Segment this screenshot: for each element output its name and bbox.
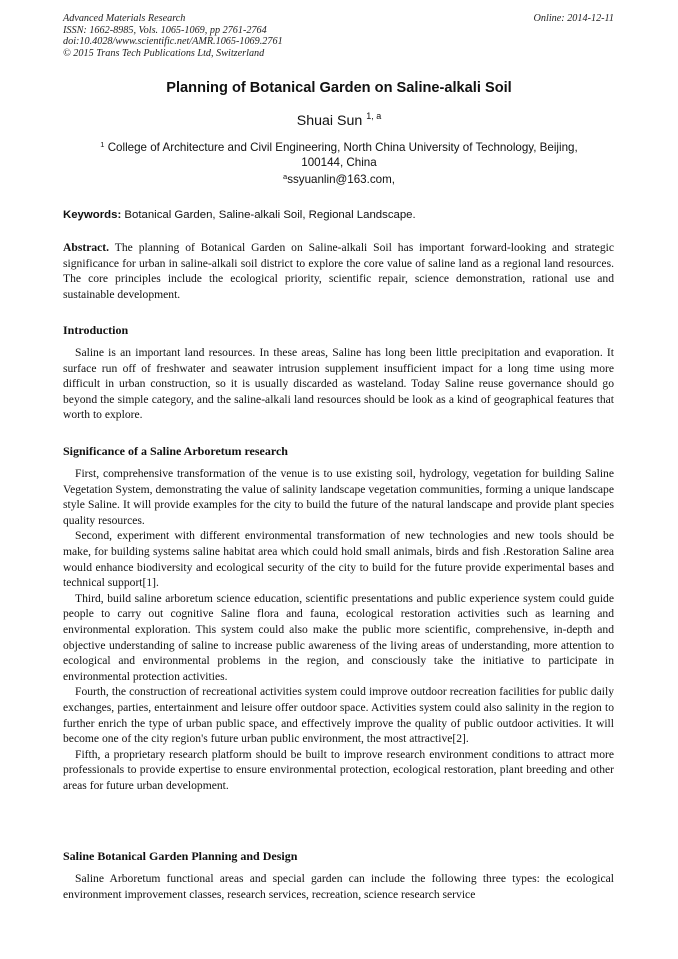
paper-title: Planning of Botanical Garden on Saline-alkali Soil — [166, 80, 512, 96]
paragraph: Fourth, the construction of recreational activities system could improve outdoor recreation facilities for public daily exchanges, parties, entertainment and leisure offer outdoor space. Activities system could also salinity in the region to further enrich the type of urban public space, and effectively improve the quality of public outdoor activities. It will become one of the city region's future urban public environment, the most attractive[2]. — [63, 685, 614, 746]
affiliation — [78, 137, 600, 170]
section-planning — [63, 871, 614, 902]
copyright-line: © 2015 Trans Tech Publications Ltd, Switzerland — [63, 47, 265, 59]
abstract-text: The planning of Botanical Garden on Saline-alkali Soil has important forward-looking and strategic significance for urban in saline-alkali soil district to explore the core value of saline land as a regional land resources. The core principles include the ecological priority, scientific repair, science demonstration, rational use and sustainable development. — [63, 241, 614, 301]
author-line — [0, 111, 678, 129]
heading-introduction: Introduction — [63, 323, 129, 337]
paragraph: Third, build saline arboretum science education, scientific presentations and public experience system could guide people to carry out cognitive Saline flora and fauna, ecological restoration activities such as learning and environmental exploration. This system could also make the public more scientific, comprehensive, in-depth and objective understanding of saline to increase public awareness of the living areas of understanding, more attention to ecological and environmental problems in the region, and consciously take the initiative to participate in environmental protection activities. — [63, 591, 614, 683]
abstract — [63, 240, 614, 302]
abstract-label: Abstract. — [63, 241, 110, 254]
heading-planning: Saline Botanical Garden Planning and Design — [63, 849, 298, 863]
paragraph: First, comprehensive transformation of the venue is to use existing soil, hydrology, vegetation for building Saline Vegetation System, demonstrating the value of salinity landscape vegetation communities, forming a unique landscape style Saline. It will provide examples for the city to build the future of the natural landscape and provide plant species quality resources. — [63, 467, 614, 527]
paragraph: Second, experiment with different environmental transformation of new technologies and new tools should be make, for building systems saline habitat area which could hold small animals, birds and fish .Restoration Saline area would enhance biodiversity and ecological security of the city to build for the future provide experimental bases and technical support[1]. — [63, 529, 614, 590]
email-address[interactable]: ssyuanlin@163.com, — [287, 173, 395, 186]
email-superscript: a — [283, 172, 288, 181]
doi-line[interactable]: doi:10.4028/www.scientific.net/AMR.1065-1069.2761 — [63, 36, 283, 48]
journal-name: Advanced Materials Research — [63, 13, 186, 24]
affiliation-text: College of Architecture and Civil Engineering, North China University of Technology, Beijing, 100144, China — [107, 141, 578, 169]
journal-header — [63, 13, 283, 59]
paragraph: Fifth, a proprietary research platform should be built to improve research environment conditions to attract more professionals to provide expertise to ensure environmental protection, ecological restoration, plant breeding and other areas for future urban development. — [63, 747, 614, 792]
affiliation-superscript: 1 — [100, 140, 105, 149]
keywords-label: Keywords: — [63, 209, 122, 221]
keywords — [63, 209, 416, 221]
issn-line: ISSN: 1662-8985, Vols. 1065-1069, pp 2761-2764 — [63, 24, 267, 36]
section-significance — [63, 466, 614, 793]
keywords-text: Botanical Garden, Saline-alkali Soil, Regional Landscape. — [124, 209, 416, 221]
author-superscript: 1, a — [366, 111, 382, 121]
author-name: Shuai Sun — [296, 113, 363, 129]
heading-significance: Significance of a Saline Arboretum research — [63, 444, 288, 458]
paragraph: Saline is an important land resources. In these areas, Saline has long been little precipitation and evaporation. It surface run off of freshwater and seawater intrusion supplement insufficient impact for a long time using more difficult in urban construction, so it is usually discarded as wasteland. Today Saline reuse governance should go beyond the simple category, and the saline-alkali land resources should be look as a kind of geographical features that worth to explore. — [63, 346, 614, 422]
online-date: Online: 2014-12-11 — [533, 13, 614, 24]
section-introduction — [63, 345, 614, 423]
email-line — [0, 172, 678, 186]
paragraph: Saline Arboretum functional areas and special garden can include the following three types: the ecological environment improvement classes, research services, recreation, science research service — [63, 872, 614, 901]
